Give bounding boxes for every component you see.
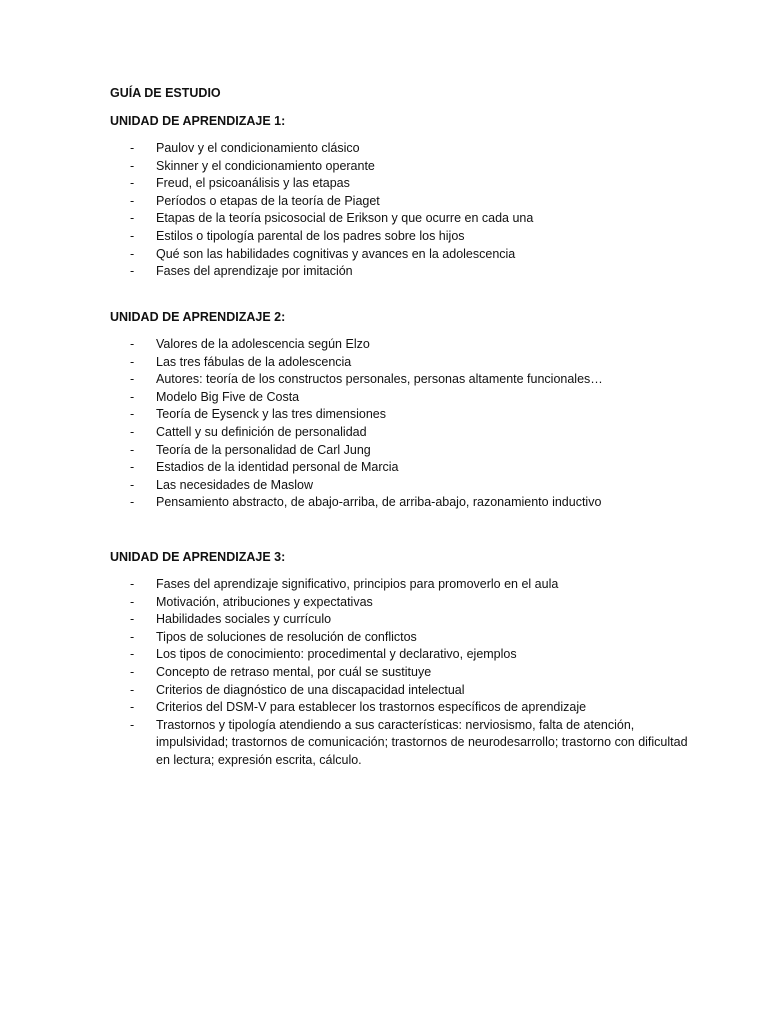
list-item-text: Trastornos y tipología atendiendo a sus características: nerviosismo, falta de atención, impulsividad; trastornos de comunicación; trastornos de neurodesarrollo; trastorno con dificultad en lectura; expresión escrita, cálculo. — [156, 717, 688, 767]
list-item — [110, 494, 710, 512]
list-item-text: Modelo Big Five de Costa — [156, 389, 300, 404]
bullet-dash: - — [130, 193, 135, 208]
bullet-dash: - — [130, 337, 135, 351]
list-item-text: Freud, el psicoanálisis y las etapas — [156, 176, 350, 191]
list-item-text: Skinner y el condicionamiento operante — [156, 158, 375, 173]
bullet-dash: - — [130, 141, 135, 155]
list-item — [110, 140, 710, 158]
list-item-text: Las tres fábulas de la adolescencia — [156, 354, 352, 369]
bullet-dash: - — [130, 354, 135, 369]
list-item — [110, 682, 710, 700]
bullet-dash: - — [130, 407, 135, 422]
bullet-dash: - — [130, 682, 135, 697]
bullet-dash: - — [130, 477, 135, 492]
bullet-dash: - — [130, 460, 135, 475]
list-item-text: Estadios de la identidad personal de Marcia — [156, 460, 399, 475]
list-item — [110, 336, 710, 354]
list-item-text: Las necesidades de Maslow — [156, 477, 314, 492]
list-item — [110, 611, 710, 629]
list-item — [110, 442, 710, 460]
list-item — [110, 576, 710, 594]
bullet-dash: - — [130, 211, 135, 226]
list-item-text: Teoría de la personalidad de Carl Jung — [156, 442, 371, 457]
list-item — [110, 406, 710, 424]
list-item — [110, 459, 710, 477]
list-item-text: Estilos o tipología parental de los padres sobre los hijos — [156, 228, 465, 243]
section-1-list — [110, 140, 710, 281]
section-1-heading: UNIDAD DE APRENDIZAJE 1: — [110, 114, 286, 128]
list-item-text: Autores: teoría de los constructos personales, personas altamente funcionales… — [156, 372, 603, 387]
list-item — [110, 594, 710, 612]
list-item-text: Fases del aprendizaje por imitación — [156, 264, 353, 279]
list-item-text: Etapas de la teoría psicosocial de Erikson y que ocurre en cada una — [156, 211, 534, 226]
list-item-text: Paulov y el condicionamiento clásico — [156, 141, 360, 155]
list-item-text: Concepto de retraso mental, por cuál se sustituye — [156, 664, 432, 679]
bullet-dash: - — [130, 389, 135, 404]
list-item-text: Motivación, atribuciones y expectativas — [156, 594, 373, 609]
list-item — [110, 389, 710, 407]
bullet-dash: - — [130, 228, 135, 243]
section-3-list — [110, 576, 710, 770]
list-item — [110, 646, 710, 664]
list-item-text: Los tipos de conocimiento: procedimental y declarativo, ejemplos — [156, 647, 517, 662]
list-item-text: Teoría de Eysenck y las tres dimensiones — [156, 407, 386, 422]
list-item — [110, 246, 710, 264]
section-3-heading: UNIDAD DE APRENDIZAJE 3: — [110, 550, 286, 564]
list-item — [110, 263, 710, 281]
list-item — [110, 175, 710, 193]
bullet-dash: - — [130, 594, 135, 609]
bullet-dash: - — [130, 717, 135, 732]
bullet-dash: - — [130, 612, 135, 627]
bullet-dash: - — [130, 264, 135, 279]
section-2-list — [110, 336, 710, 512]
bullet-dash: - — [130, 158, 135, 173]
bullet-dash: - — [130, 442, 135, 457]
list-item-text: Criterios de diagnóstico de una discapacidad intelectual — [156, 682, 465, 697]
list-item-text: Fases del aprendizaje significativo, principios para promoverlo en el aula — [156, 577, 559, 591]
list-item-text: Períodos o etapas de la teoría de Piaget — [156, 193, 380, 208]
list-item-text: Pensamiento abstracto, de abajo-arriba, de arriba-abajo, razonamiento inductivo — [156, 495, 602, 510]
list-item — [110, 424, 710, 442]
bullet-dash: - — [130, 577, 135, 591]
list-item — [110, 210, 710, 228]
list-item — [110, 717, 696, 770]
list-item — [110, 699, 710, 717]
list-item-text: Tipos de soluciones de resolución de conflictos — [156, 629, 417, 644]
bullet-dash: - — [130, 664, 135, 679]
list-item — [110, 477, 710, 495]
bullet-dash: - — [130, 700, 135, 715]
list-item-text: Habilidades sociales y currículo — [156, 612, 332, 627]
list-item — [110, 354, 710, 372]
list-item — [110, 193, 710, 211]
bullet-dash: - — [130, 246, 135, 261]
list-item — [110, 629, 710, 647]
list-item-text: Cattell y su definición de personalidad — [156, 424, 367, 439]
list-item — [110, 158, 710, 176]
bullet-dash: - — [130, 424, 135, 439]
section-2-heading: UNIDAD DE APRENDIZAJE 2: — [110, 310, 286, 324]
list-item — [110, 371, 710, 389]
bullet-dash: - — [130, 176, 135, 191]
bullet-dash: - — [130, 495, 135, 510]
bullet-dash: - — [130, 647, 135, 662]
list-item — [110, 664, 710, 682]
list-item — [110, 228, 710, 246]
list-item-text: Criterios del DSM-V para establecer los trastornos específicos de aprendizaje — [156, 700, 587, 715]
bullet-dash: - — [130, 372, 135, 387]
list-item-text: Valores de la adolescencia según Elzo — [156, 337, 370, 351]
bullet-dash: - — [130, 629, 135, 644]
list-item-text: Qué son las habilidades cognitivas y avances en la adolescencia — [156, 246, 516, 261]
document-title: GUÍA DE ESTUDIO — [110, 86, 221, 100]
